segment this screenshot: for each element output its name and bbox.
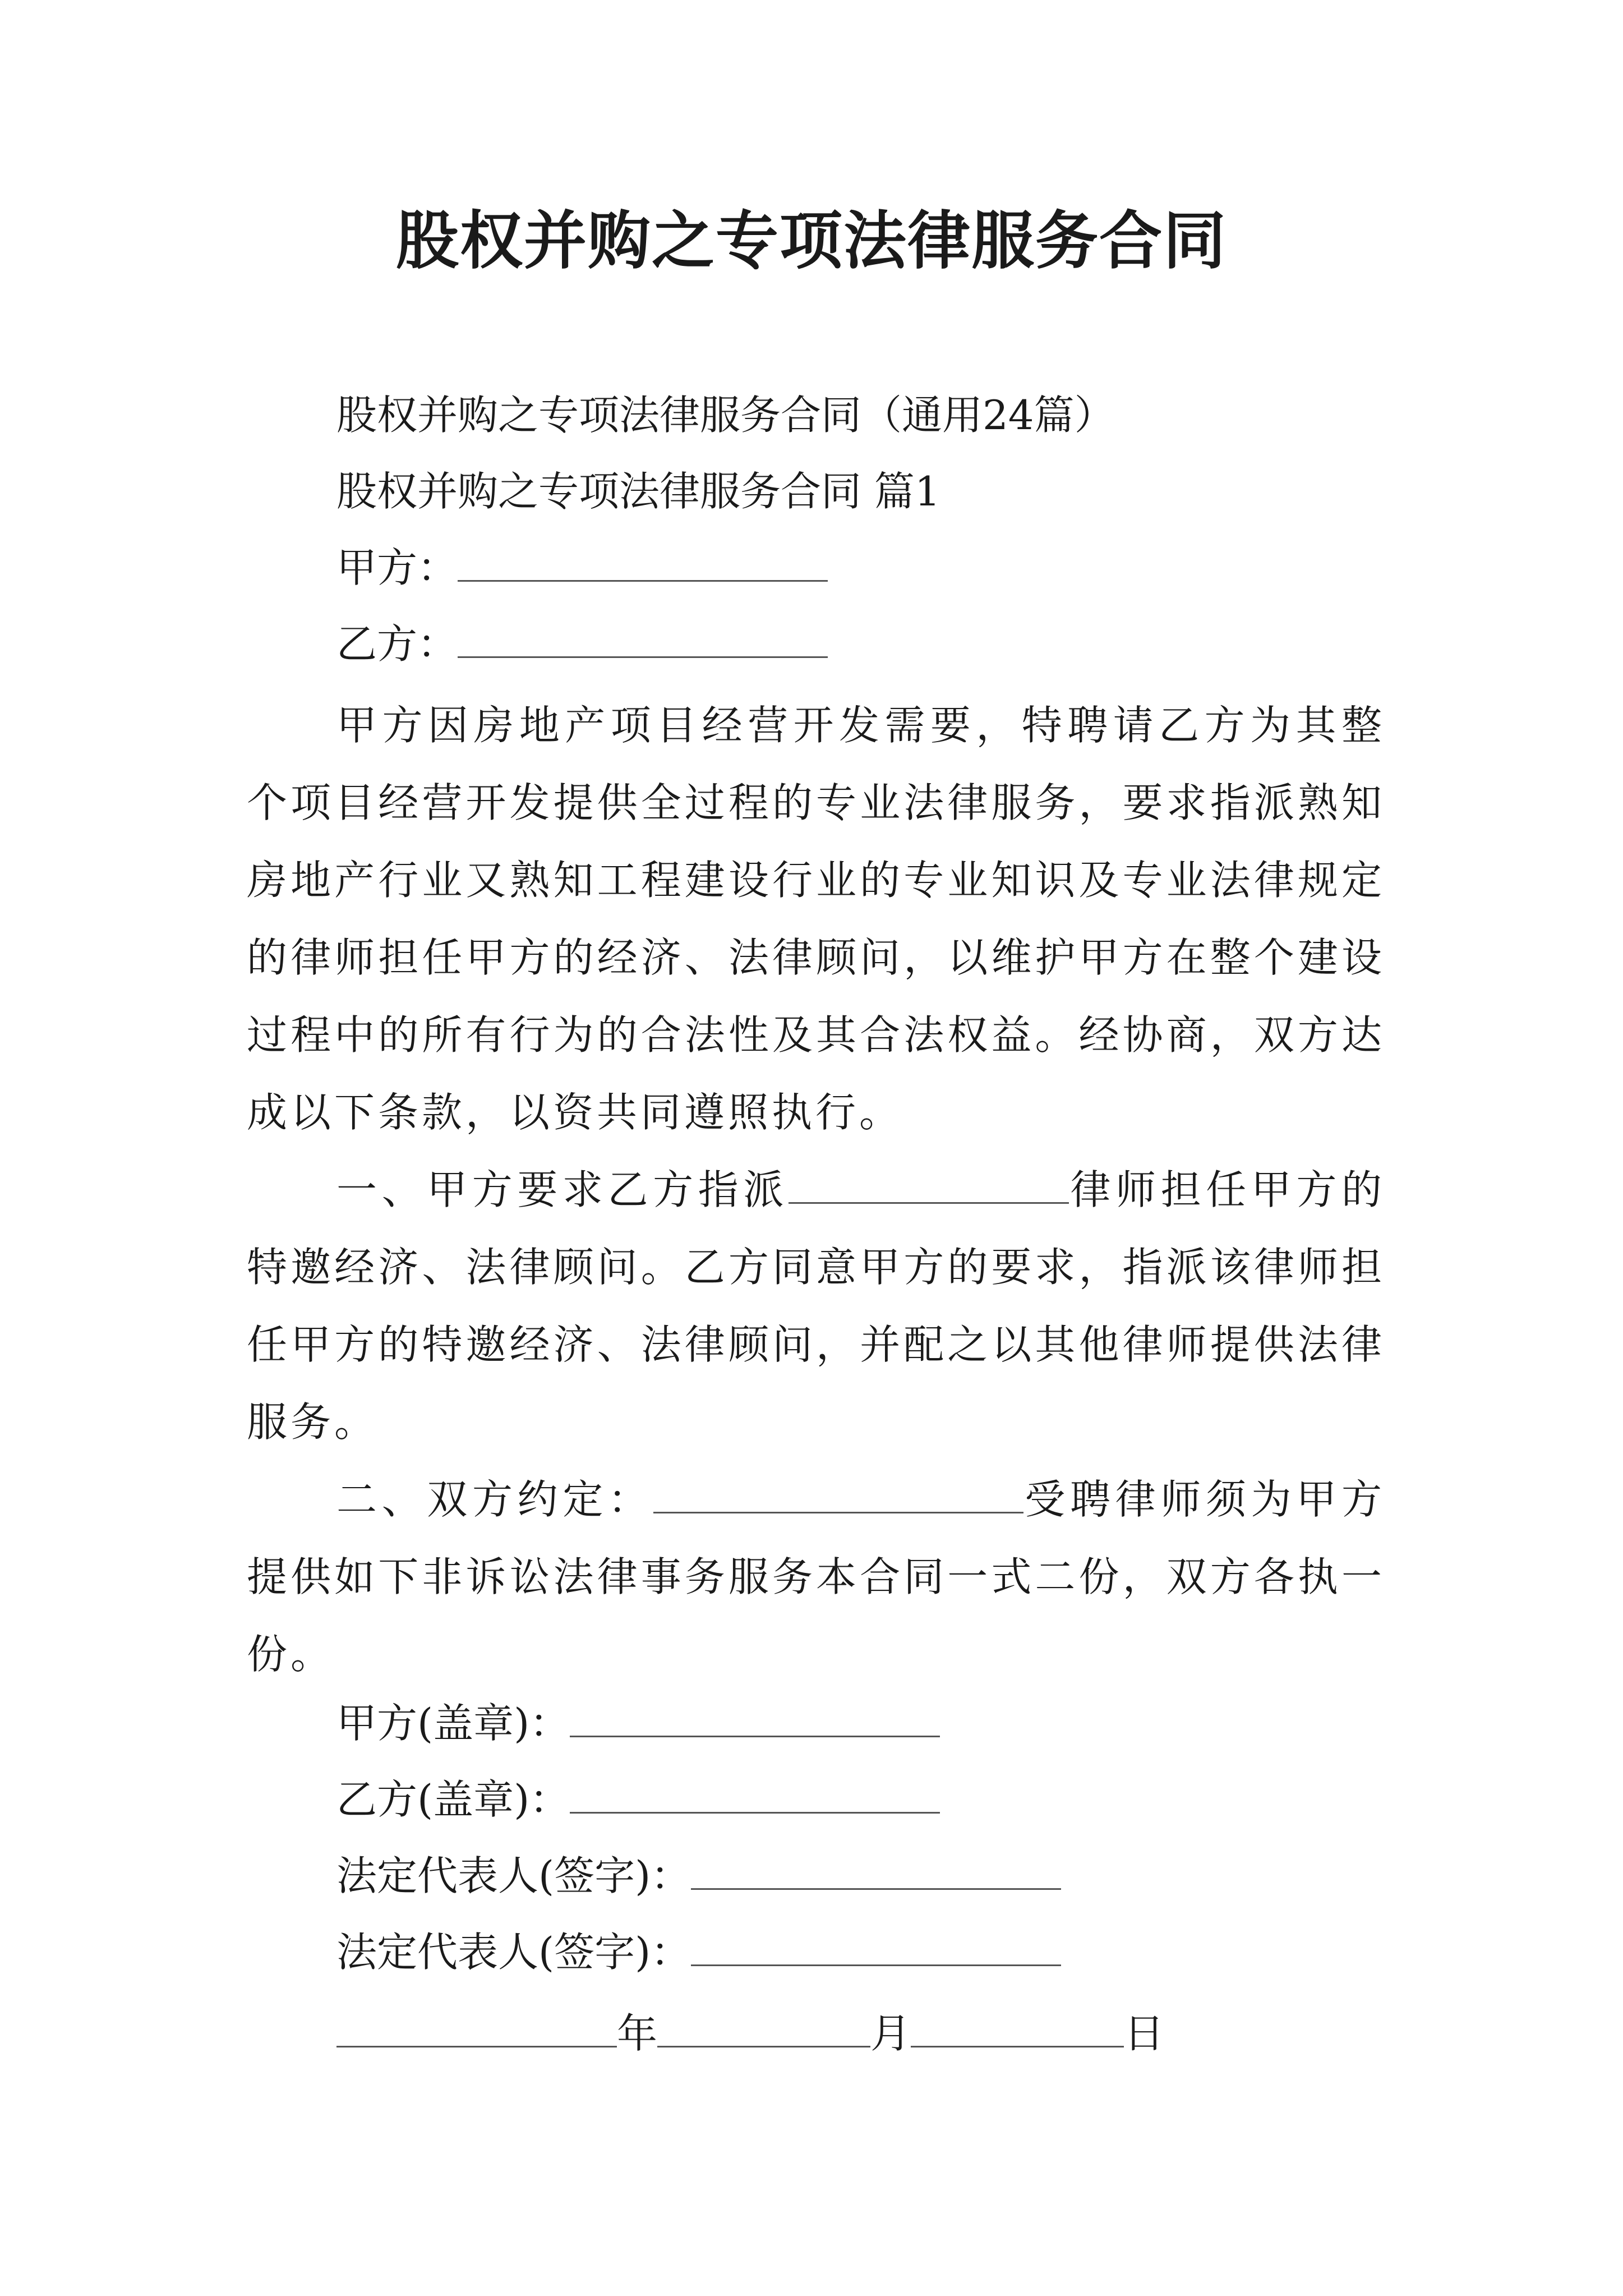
year-blank[interactable] [336,2007,617,2047]
party-b-line [336,616,828,672]
clause-1-text-after: 律师担任甲方的特邀经济、法律顾问。乙方同意甲方的要求，指派该律师担任甲方的特邀经济、法律顾问，并配之以其他律师提供法律服务。 [247,1166,1385,1446]
section-heading: 股权并购之专项法律服务合同 篇1 [336,468,940,515]
document-subtitle: 股权并购之专项法律服务合同（通用24篇） [336,392,1115,439]
party-b-blank[interactable] [458,617,828,658]
clause-2-text-after: 受聘律师须为甲方提供如下非诉讼法律事务服务本合同一式二份，双方各执一份。 [247,1476,1385,1678]
party-a-seal-label: 甲方(盖章)： [336,1700,570,1747]
party-b-seal-blank[interactable] [570,1773,940,1814]
date-line [336,2005,1164,2062]
party-a-seal-line [336,1695,940,1751]
party-b-seal-label: 乙方(盖章)： [336,1776,570,1823]
legal-rep-2-line [336,1924,1061,1980]
party-a-line [336,540,828,596]
legal-rep-1-label: 法定代表人(签字)： [336,1852,691,1899]
document-title: 股权并购之专项法律服务合同 [396,204,1227,278]
day-label: 日 [1124,2010,1165,2057]
party-b-label: 乙方： [336,620,458,668]
agreement-blank[interactable] [653,1477,1023,1513]
legal-rep-2-label: 法定代表人(签字)： [336,1929,691,1976]
month-label: 月 [870,2010,911,2057]
legal-rep-1-blank[interactable] [691,1849,1061,1890]
clause-2-text-before: 二、双方约定： [336,1476,653,1523]
clause-2-paragraph [247,1461,1385,1693]
clause-1-text-before: 一、甲方要求乙方指派 [336,1166,789,1213]
intro-paragraph: 甲方因房地产项目经营开发需要，特聘请乙方为其整个项目经营开发提供全过程的专业法律服务，要求指派熟知房地产行业又熟知工程建设行业的专业知识及专业法律规定的律师担任甲方的经济、法律顾问，以维护甲方在整个建设过程中的所有行为的合法性及其合法权益。经协商，双方达成以下条款，以资共同遵照执行。 [247,702,1385,1136]
party-b-seal-line [336,1772,940,1828]
day-blank[interactable] [911,2007,1124,2047]
legal-rep-1-line [336,1848,1061,1904]
year-label: 年 [617,2010,658,2057]
party-a-seal-blank[interactable] [570,1696,940,1737]
month-blank[interactable] [657,2007,870,2047]
clause-1-paragraph [247,1151,1385,1461]
lawyer-name-blank[interactable] [789,1167,1069,1204]
party-a-label: 甲方： [336,544,458,591]
legal-rep-2-blank[interactable] [691,1925,1061,1966]
party-a-blank[interactable] [458,541,828,582]
